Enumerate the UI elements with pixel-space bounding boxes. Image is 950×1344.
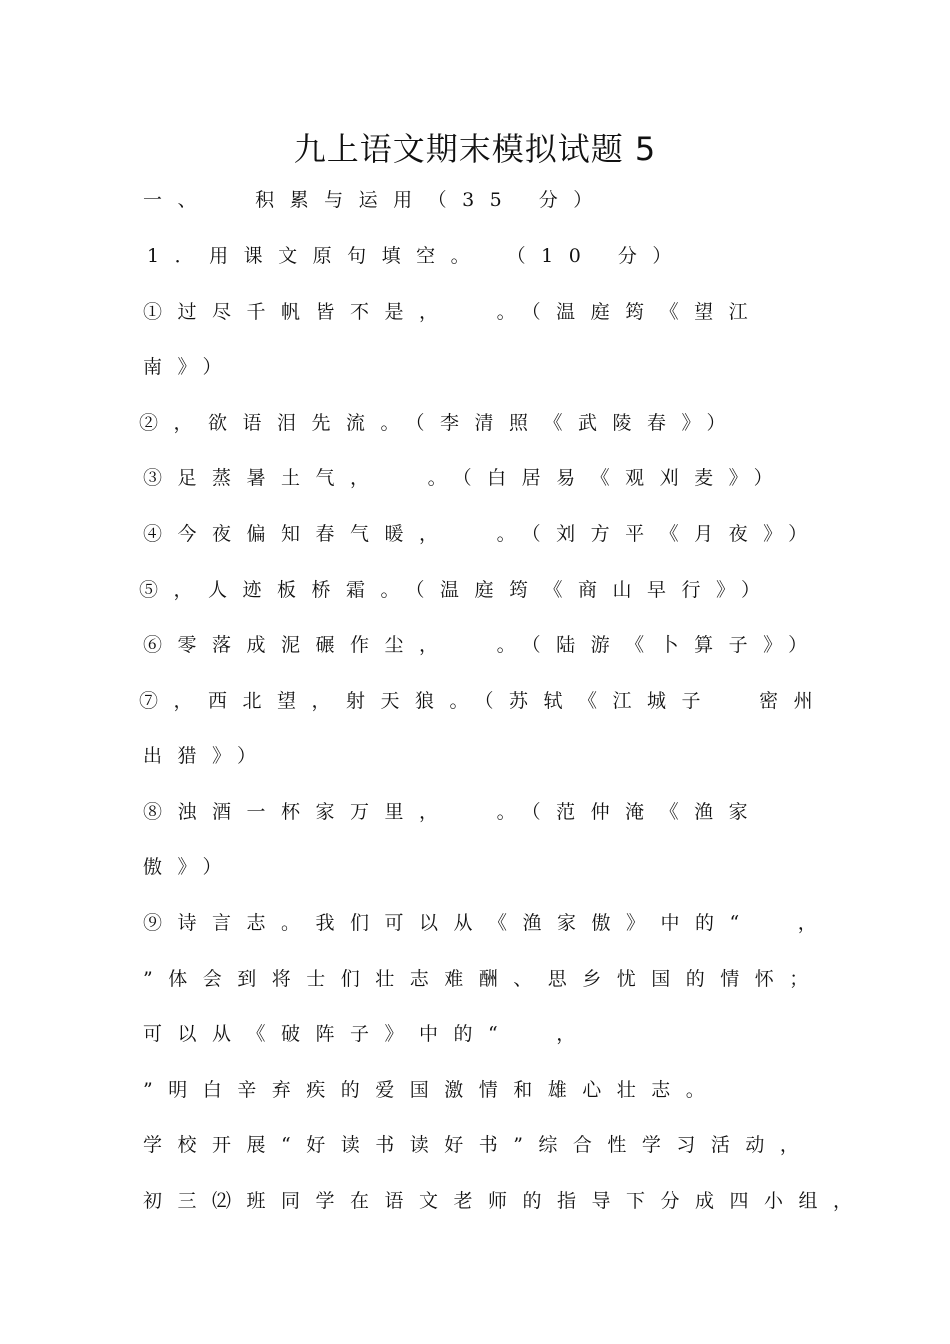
question-line: ”明白辛弃疾的爱国激情和雄心壮志。 <box>143 1079 721 1101</box>
question-line: 可以从《破阵子》中的“ ， <box>143 1023 591 1045</box>
question-line: 出猎》） <box>143 745 272 767</box>
paragraph-line: 学校开展“好读书读好书”综合性学习活动， <box>143 1134 815 1156</box>
question-line: ⑥零落成泥碾作尘， 。（陆游《卜算子》） <box>143 634 823 656</box>
question-line: ⑤，人迹板桥霜。（温庭筠《商山早行》） <box>139 579 776 601</box>
section-heading: 一、 积累与运用（35 分） <box>143 189 608 211</box>
question-line: 傲》） <box>143 856 238 878</box>
question-line: ”体会到将士们壮志难酬、思乡忧国的情怀； <box>143 968 824 990</box>
question-line: 南》） <box>143 356 238 378</box>
question-line: ⑦，西北望，射天狼。（苏轼《江城子 密州 <box>139 690 829 712</box>
page-title: 九上语文期末模拟试题 5 <box>293 130 657 168</box>
question-line: ⑨诗言志。我们可以从《渔家傲》中的“ ， <box>143 912 833 934</box>
question-line: ①过尽千帆皆不是， 。（温庭筠《望江 <box>143 301 764 323</box>
question-line: ③足蒸暑土气， 。（白居易《观刈麦》） <box>143 467 789 489</box>
question-line: ②，欲语泪先流。（李清照《武陵春》） <box>139 412 742 434</box>
question-line: 1．用课文原句填空。 （10 分） <box>147 245 687 267</box>
question-line: ⑧浊酒一杯家万里， 。（范仲淹《渔家 <box>143 801 764 823</box>
question-line: ④今夜偏知春气暖， 。（刘方平《月夜》） <box>143 523 823 545</box>
paragraph-line: 初三⑵班同学在语文老师的指导下分成四小组， <box>143 1190 868 1212</box>
